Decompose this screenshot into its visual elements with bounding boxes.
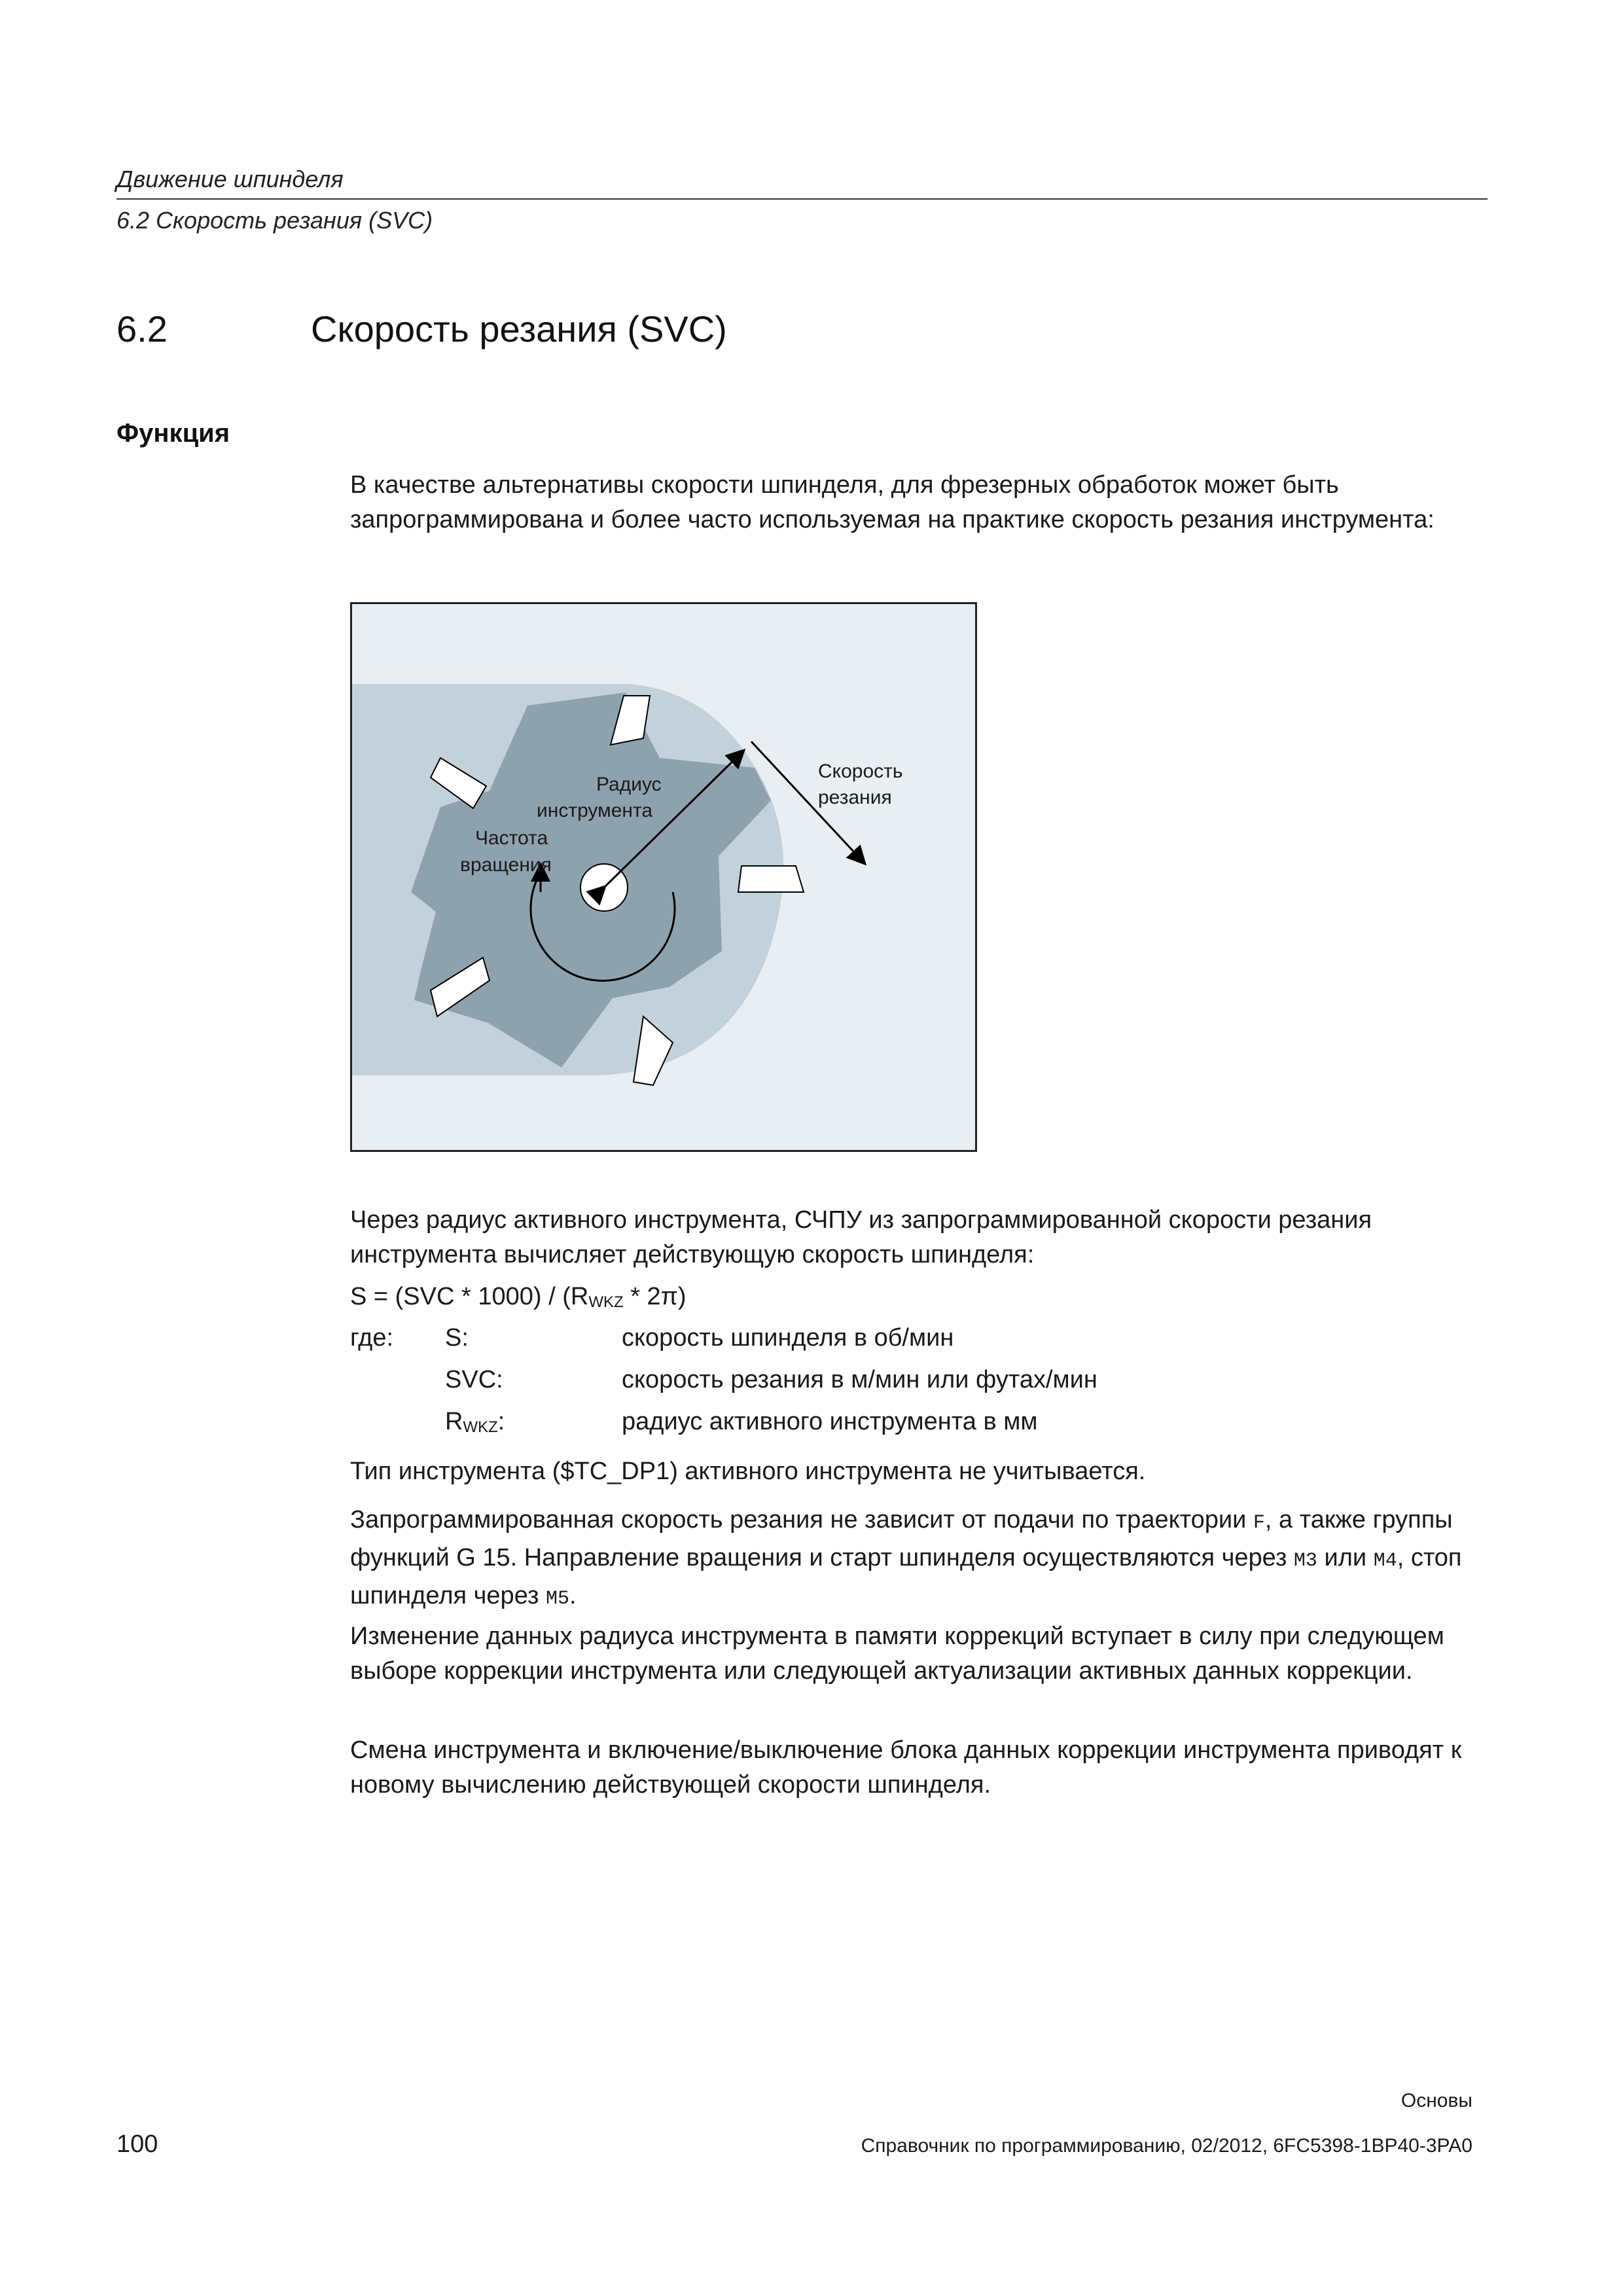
text-run: . [569,1582,577,1609]
tool-change-text: Смена инструмента и включение/выключение блока данных коррекции инструмента приводят к новому вычислению действующей скорости шпинделя. [350,1736,1462,1799]
where-desc-s: скорость шпинделя в об/мин [622,1324,954,1352]
label-radius-line2: инструмента [537,800,653,821]
intro-paragraph [350,468,1502,537]
code-m4: M4 [1373,1550,1397,1572]
label-cutting-speed-line2: резания [818,787,892,808]
label-rotation-line2: вращения [460,854,552,876]
intro-text: В качестве альтернативы скорости шпинделя, для фрезерных обработок может быть запрограммирована и более часто используемая на практике скорость резания инструмента: [350,471,1435,533]
tool-type-paragraph [350,1454,1502,1489]
radius-change-paragraph [350,1619,1502,1689]
section-number: 6.2 [116,308,168,350]
symbol-text: SVC: [445,1366,503,1393]
text-run: , стоп шпинделя через [350,1544,1462,1609]
formula-subscript: WKZ [588,1293,624,1311]
formula-suffix: * 2π) [623,1283,687,1310]
tool-type-text: Тип инструмента ($TC_DP1) активного инструмента не учитывается. [350,1458,1146,1485]
cutting-speed-figure [350,602,977,1152]
calc-text: Через радиус активного инструмента, СЧПУ из запрограммированной скорости резания инструмента вычисляет действующую скорость шпинделя: [350,1206,1372,1268]
where-symbol-s [445,1321,469,1355]
where-desc-rwkz: радиус активного инструмента в мм [622,1408,1038,1435]
formula-prefix: S = (SVC * 1000) / (R [350,1283,589,1310]
symbol-text: S: [445,1324,469,1352]
insert-right [738,866,804,892]
symbol-colon: : [497,1408,505,1435]
figure-drawing [352,604,975,1150]
symbol-subscript: WKZ [463,1418,498,1436]
calc-paragraph [350,1203,1502,1272]
where-symbol-rwkz [445,1405,505,1444]
radius-change-text: Изменение данных радиуса инструмента в памяти коррекций вступает в силу при следующем выборе коррекции инструмента или следующей актуализации активных данных коррекции. [350,1623,1444,1685]
formula [350,1280,687,1319]
independence-text [350,1503,1502,1617]
page-number: 100 [116,2130,158,2158]
running-head-chapter: Движение шпинделя [116,166,344,192]
where-desc-svc: скорость резания в м/мин или футах/мин [622,1366,1097,1393]
footer-reference: Справочник по программированию, 02/2012, 6FC5398-1BP40-3PA0 [861,2135,1472,2157]
text-run: Запрограммированная скорость резания не зависит от подачи по траектории [350,1506,1253,1534]
where-symbol-svc [445,1363,503,1397]
code-m5: M5 [545,1588,569,1610]
footer-book: Основы [1400,2090,1472,2111]
label-rotation-line1: Частота [475,827,548,849]
text-run: , а также группы функций G 15. Направление вращения и старт шпинделя осуществляются через [350,1506,1453,1571]
running-head-section: 6.2 Скорость резания (SVC) [116,207,433,234]
subheading: Функция [116,419,230,448]
section-title: Скорость резания (SVC) [311,308,727,350]
code-m3: M3 [1293,1550,1317,1572]
label-cutting-speed-line1: Скорость [818,761,903,782]
symbol-text: R [445,1408,463,1435]
header-rule [116,198,1488,200]
label-radius-line1: Радиус [596,774,662,795]
code-f: F [1253,1512,1265,1534]
independence-paragraph [350,1503,1502,1617]
where-label: где: [350,1324,394,1352]
text-run: или [1317,1544,1374,1571]
tool-change-paragraph [350,1733,1502,1803]
